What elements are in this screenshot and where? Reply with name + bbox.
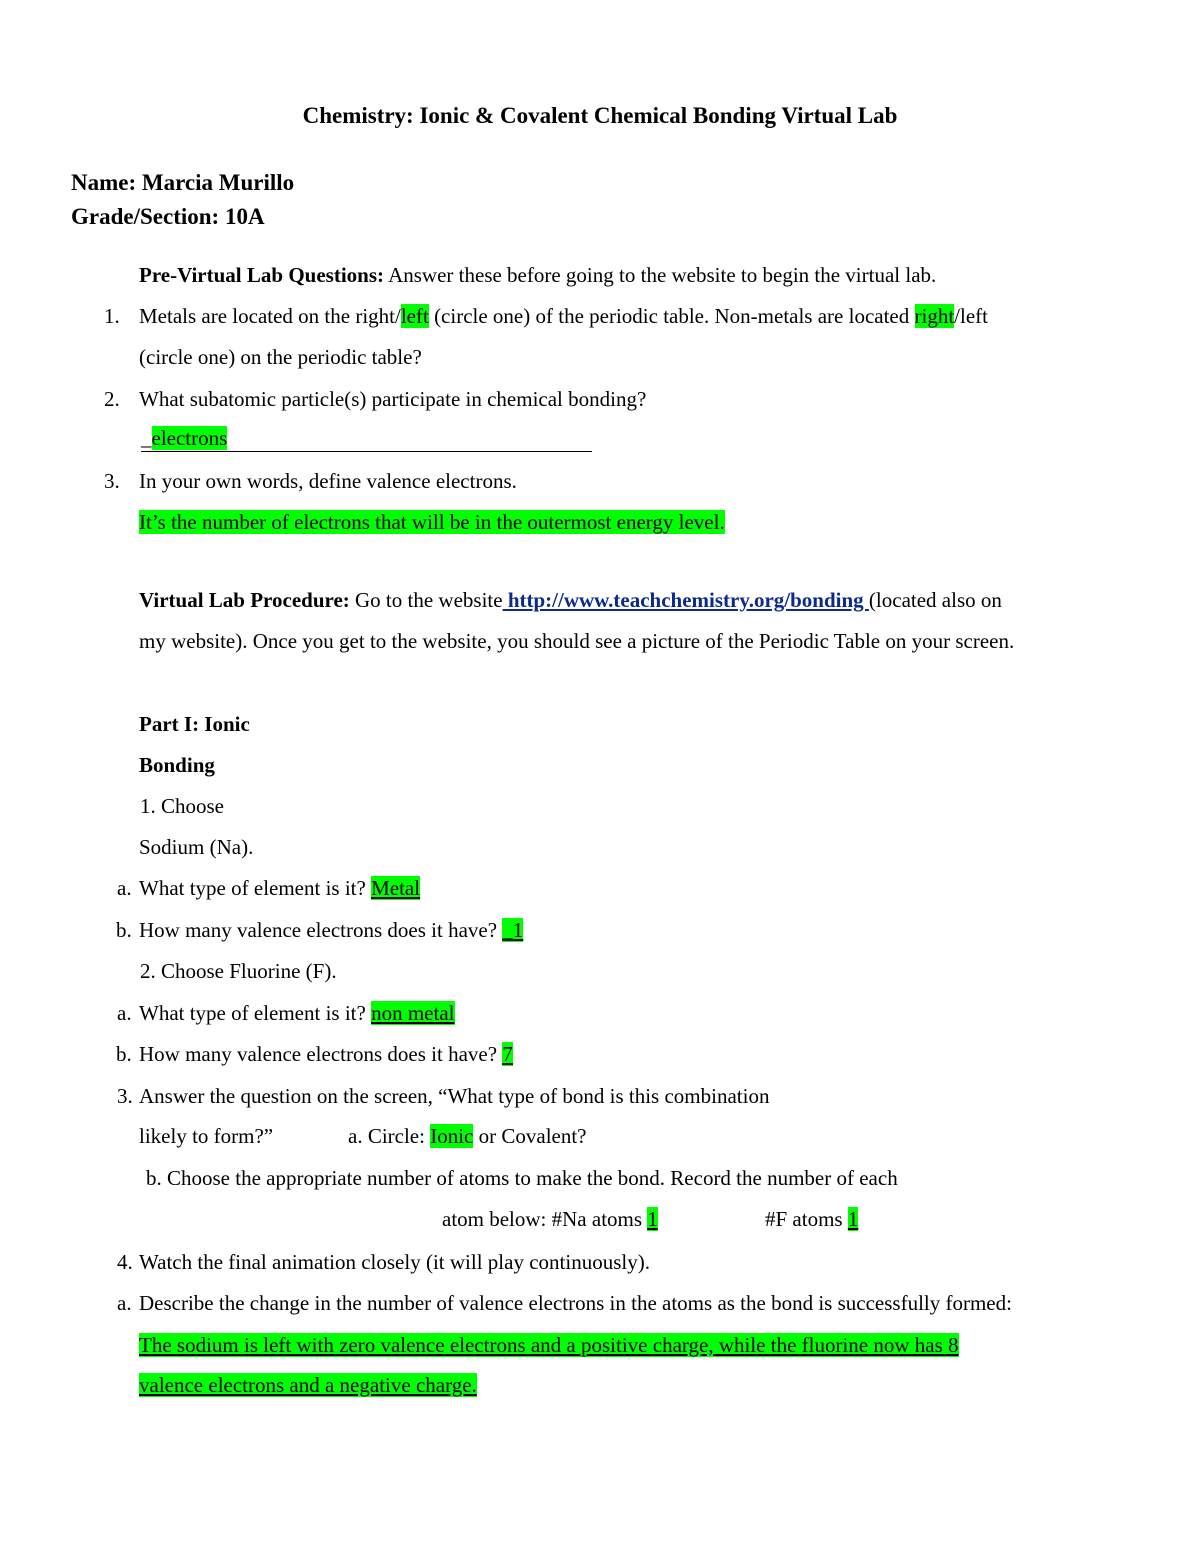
procedure-line2: my website). Once you get to the website, you should see a picture of the Periodic Table on your screen. [139, 629, 1015, 653]
step3-number: 3. [117, 1084, 133, 1108]
step1b-answer: _1 [502, 918, 524, 942]
q3-answer-line [139, 512, 725, 533]
step4a-answer-line1: The sodium is left with zero valence electrons and a positive charge, while the fluorine now has 8 [139, 1333, 959, 1357]
step1a-answer: Metal [371, 876, 421, 900]
pre-lab-heading: Pre-Virtual Lab Questions: [139, 263, 384, 287]
student-name: Name: Marcia Murillo [71, 170, 295, 195]
q2-number: 2. [104, 387, 120, 411]
step1-line2: Sodium (Na). [139, 835, 254, 859]
pre-lab-instruction: Answer these before going to the website to begin the virtual lab. [384, 263, 937, 287]
q1-line1 [139, 306, 988, 327]
step2a-label: a. [117, 1001, 132, 1025]
procedure-heading: Virtual Lab Procedure: [139, 588, 350, 612]
step4a-answer-line1-wrap [139, 1335, 959, 1356]
step1b-line [139, 920, 523, 941]
part1-heading-line2: Bonding [139, 753, 215, 777]
atoms-na-answer: 1 [647, 1207, 658, 1231]
step3-circle-answer: Ionic [430, 1124, 474, 1148]
step1a-line [139, 878, 420, 899]
step3-line2: likely to form?” [139, 1124, 274, 1148]
step3b-line: b. Choose the appropriate number of atoms to make the bond. Record the number of each [146, 1166, 898, 1190]
teachchemistry-link[interactable]: http://www.teachchemistry.org/bonding [502, 588, 869, 612]
q3-number: 3. [104, 469, 120, 493]
q1-text-part2: (circle one) of the periodic table. Non-metals are located [428, 304, 915, 328]
step1-line1: 1. Choose [140, 794, 224, 818]
step2a-answer: non metal [371, 1001, 455, 1025]
q2-answer: electrons [151, 426, 228, 450]
atoms-f-label: #F atoms [765, 1207, 848, 1231]
q1-number: 1. [104, 304, 120, 328]
step2b-line [139, 1044, 513, 1065]
part1-heading-line1: Part I: Ionic [139, 712, 250, 736]
q1-answer-right: right [914, 304, 955, 328]
step2-line: 2. Choose Fluorine (F). [140, 959, 337, 983]
step4a-label: a. [117, 1291, 132, 1315]
q2-answer-prefix: _ [141, 426, 152, 450]
step4a-answer-line2-wrap [139, 1375, 477, 1396]
step1a-label: a. [117, 876, 132, 900]
q3-answer: It’s the number of electrons that will be in the outermost energy level. [139, 510, 725, 534]
step1b-text: How many valence electrons does it have? [139, 918, 503, 942]
pre-lab-heading-line [139, 265, 936, 286]
step2a-text: What type of element is it? [139, 1001, 372, 1025]
q2-text: What subatomic particle(s) participate in chemical bonding? [139, 387, 647, 411]
step3-line1: Answer the question on the screen, “What type of bond is this combination [139, 1084, 770, 1108]
step3-circle-line [348, 1126, 587, 1147]
step4a-text: Describe the change in the number of valence electrons in the atoms as the bond is successfully formed: [139, 1291, 1012, 1315]
step4-line: Watch the final animation closely (it will play continuously). [139, 1250, 650, 1274]
procedure-line1 [139, 590, 1002, 611]
step1a-text: What type of element is it? [139, 876, 372, 900]
q1-answer-left: left [400, 304, 429, 328]
step4a-answer-line2: valence electrons and a negative charge. [139, 1373, 477, 1397]
atoms-na-label: atom below: #Na atoms [442, 1207, 648, 1231]
q2-answer-line [141, 428, 227, 449]
atoms-f-line [765, 1209, 858, 1230]
q1-text-part1: Metals are located on the right/ [139, 304, 401, 328]
step2b-label: b. [116, 1042, 132, 1066]
step3-circle-label: a. Circle: [348, 1124, 431, 1148]
procedure-text-part2: (located also on [868, 588, 1002, 612]
grade-section: Grade/Section: 10A [71, 204, 265, 229]
step3-circle-rest: or Covalent? [473, 1124, 587, 1148]
atoms-na-line [442, 1209, 658, 1230]
step4-number: 4. [117, 1250, 133, 1274]
q1-line2: (circle one) on the periodic table? [139, 345, 422, 369]
step2b-answer: 7 [502, 1042, 513, 1066]
q1-text-part3: /left [954, 304, 988, 328]
q3-text: In your own words, define valence electrons. [139, 469, 517, 493]
step2a-line [139, 1003, 455, 1024]
page-title: Chemistry: Ionic & Covalent Chemical Bonding Virtual Lab [302, 103, 898, 128]
procedure-text-part1: Go to the website [349, 588, 503, 612]
step2b-text: How many valence electrons does it have? [139, 1042, 503, 1066]
q2-answer-blank [141, 451, 592, 452]
step1b-label: b. [116, 918, 132, 942]
atoms-f-answer: 1 [847, 1207, 859, 1231]
